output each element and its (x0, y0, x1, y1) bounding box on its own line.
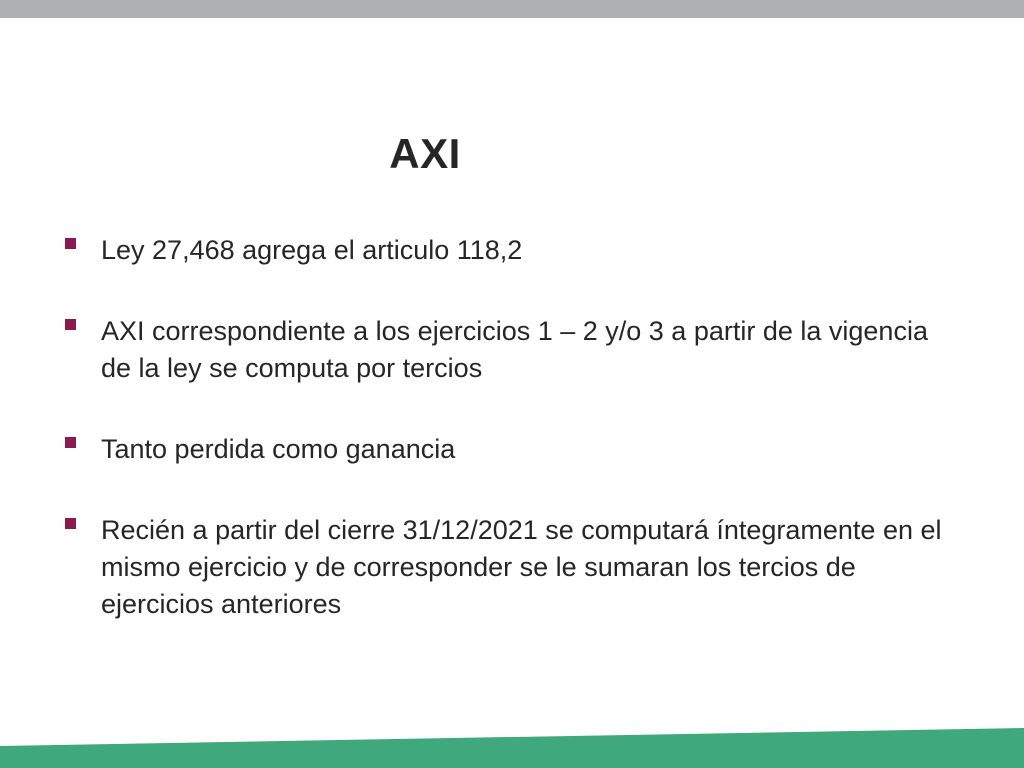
bullet-text: Ley 27,468 agrega el articulo 118,2 (101, 235, 523, 265)
square-bullet-icon (65, 437, 76, 448)
bullet-item (60, 431, 960, 468)
top-bar (0, 0, 1024, 18)
bullet-item (60, 313, 960, 387)
bullet-text: Tanto perdida como ganancia (101, 434, 456, 464)
bullet-text: Recién a partir del cierre 31/12/2021 se computará íntegramente en el mismo ejercicio y de corresponder se le sumaran los tercios de ejercicios anteriores (101, 515, 942, 619)
slide-title: AXI (389, 130, 461, 177)
square-bullet-icon (65, 319, 76, 330)
bottom-band-shape (0, 720, 1024, 768)
square-bullet-icon (65, 518, 76, 529)
bullet-text: AXI correspondiente a los ejercicios 1 – 2 y/o 3 a partir de la vigencia de la ley se computa por tercios (101, 316, 928, 383)
bullet-item (60, 232, 960, 269)
bullet-list (60, 232, 960, 667)
bottom-band (0, 720, 1024, 768)
square-bullet-icon (65, 238, 76, 249)
bullet-item (60, 512, 960, 623)
